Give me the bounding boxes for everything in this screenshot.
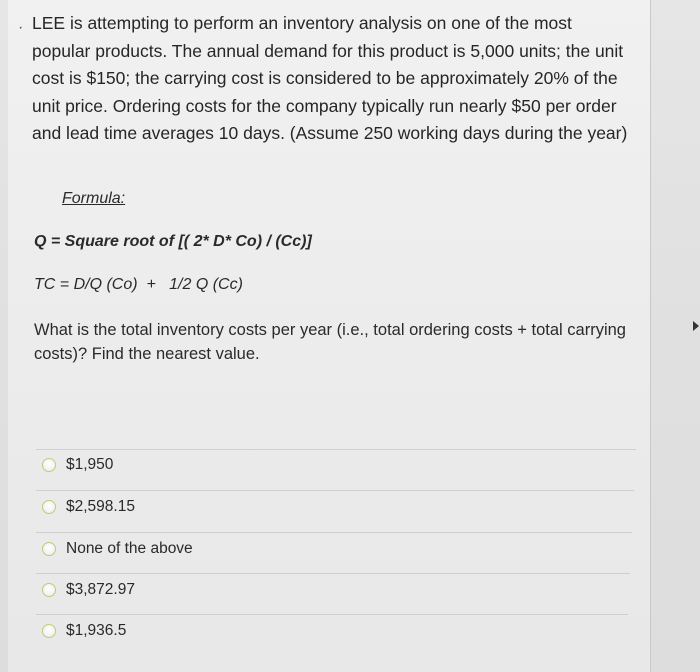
answer-option-1[interactable] <box>42 453 113 477</box>
divider <box>36 573 630 574</box>
answer-option-2[interactable] <box>42 495 135 519</box>
question-bullet: · <box>18 19 24 36</box>
option-label: $1,936.5 <box>66 622 127 639</box>
question-prompt: What is the total inventory costs per year (i.e., total ordering costs + total carrying costs)? Find the nearest value. <box>34 321 626 363</box>
answer-option-4[interactable] <box>42 578 135 602</box>
radio-button[interactable] <box>42 583 56 597</box>
answer-option-5[interactable] <box>42 619 126 643</box>
caret-right-icon <box>693 321 699 331</box>
answer-option-3[interactable] <box>42 537 193 561</box>
option-label: $1,950 <box>66 456 114 473</box>
question-text: LEE is attempting to perform an inventory analysis on one of the most popular products. The annual demand for this product is 5,000 units; the unit cost is $150; the carrying cost is considered to be approximately 20% of the unit price. Ordering costs for the company typically run nearly $50 per order and lead time averages 10 days. (Assume 250 working days during the year) <box>32 13 628 143</box>
divider <box>36 532 632 533</box>
radio-button[interactable] <box>42 500 56 514</box>
divider <box>36 614 628 615</box>
divider <box>36 490 634 491</box>
radio-button[interactable] <box>42 458 56 472</box>
radio-button[interactable] <box>42 542 56 556</box>
formula-tc: TC = D/Q (Co) + 1/2 Q (Cc) <box>34 276 243 293</box>
divider <box>36 449 636 450</box>
option-label: $3,872.97 <box>66 581 135 598</box>
radio-button[interactable] <box>42 624 56 638</box>
option-label: $2,598.15 <box>66 498 135 515</box>
formula-label: Formula: <box>62 190 126 207</box>
formula-q: Q = Square root of [( 2* D* Co) / (Cc)] <box>34 233 312 250</box>
option-label: None of the above <box>66 540 193 557</box>
